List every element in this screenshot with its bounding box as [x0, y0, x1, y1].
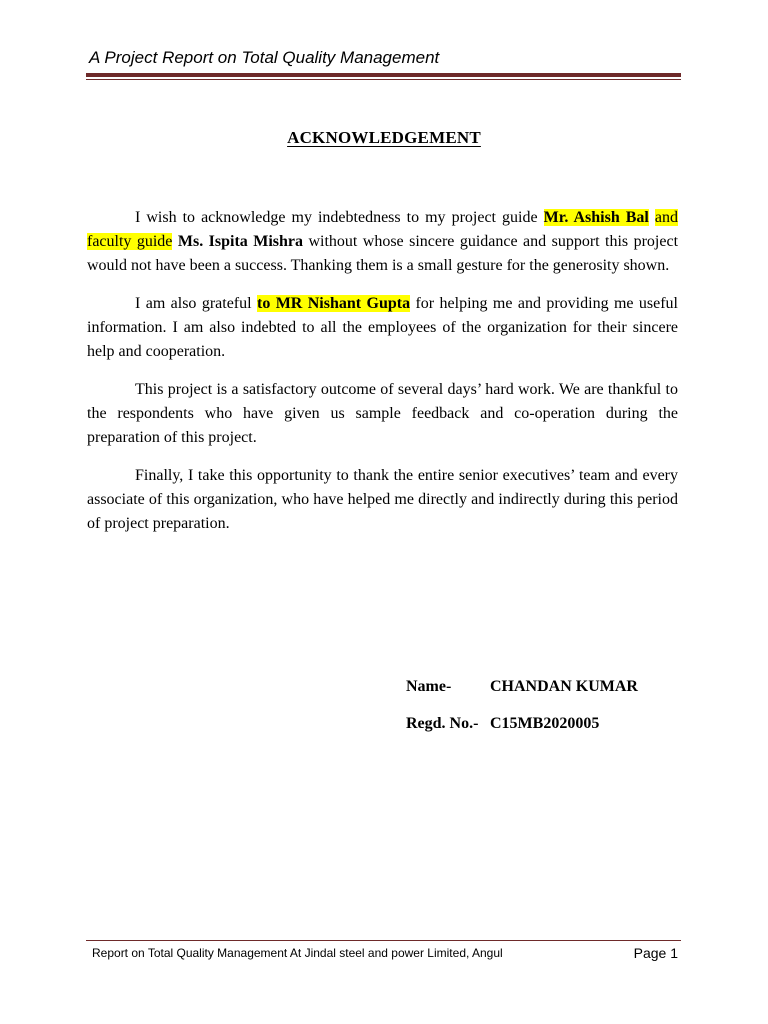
p2-text-2: for helping me and providing me useful information. I am also indebted to all the employees of the organization for their sincere help and cooperation.: [87, 295, 679, 360]
name-label: Name-: [406, 678, 452, 695]
footer-report-title: Report on Total Quality Management At Jindal steel and power Limited, Angul: [92, 946, 503, 960]
paragraph-4: Finally, I take this opportunity to thank the entire senior executives’ team and every associate of this organization, who have helped me directly and indirectly during this period of project preparation.: [87, 467, 678, 532]
running-header-title: A Project Report on Total Quality Management: [89, 48, 440, 67]
name-value: CHANDAN KUMAR: [490, 678, 638, 695]
faculty-guide-name: Ms. Ispita Mishra: [177, 233, 303, 250]
paragraph-3: This project is a satisfactory outcome of several days’ hard work. We are thankful to the respondents who have given us sample feedback and co-operation during the preparation of this project.: [87, 381, 678, 446]
regd-label: Regd. No.-: [406, 715, 479, 732]
header-rule-thick: [86, 73, 681, 77]
footer-rule: [86, 940, 681, 941]
footer-page-number: Page 1: [633, 945, 678, 961]
highlight-guide-name: Mr. Ashish Bal: [543, 209, 649, 226]
acknowledgement-body: [87, 206, 678, 550]
p1-text-3: without whose sincere guidance and support this project would not have been a success. Thanking them is a small gesture for the generosity shown.: [87, 233, 679, 274]
p1-text-1: I wish to acknowledge my indebtedness to my project guide: [135, 209, 544, 226]
page-heading-text: ACKNOWLEDGEMENT: [287, 128, 481, 147]
regd-value: C15MB2020005: [490, 715, 600, 732]
highlight-faculty-guide: and faculty guide: [87, 209, 679, 250]
highlight-helper-name: to MR Nishant Gupta: [256, 295, 411, 312]
header-rule-thin: [86, 79, 681, 80]
signature-name-row: [406, 678, 638, 696]
paragraph-2: [87, 292, 678, 364]
signature-regd-row: [406, 715, 600, 733]
page-heading: [0, 128, 768, 148]
p2-text-1: I am also grateful: [135, 295, 257, 312]
paragraph-1: [87, 206, 678, 278]
